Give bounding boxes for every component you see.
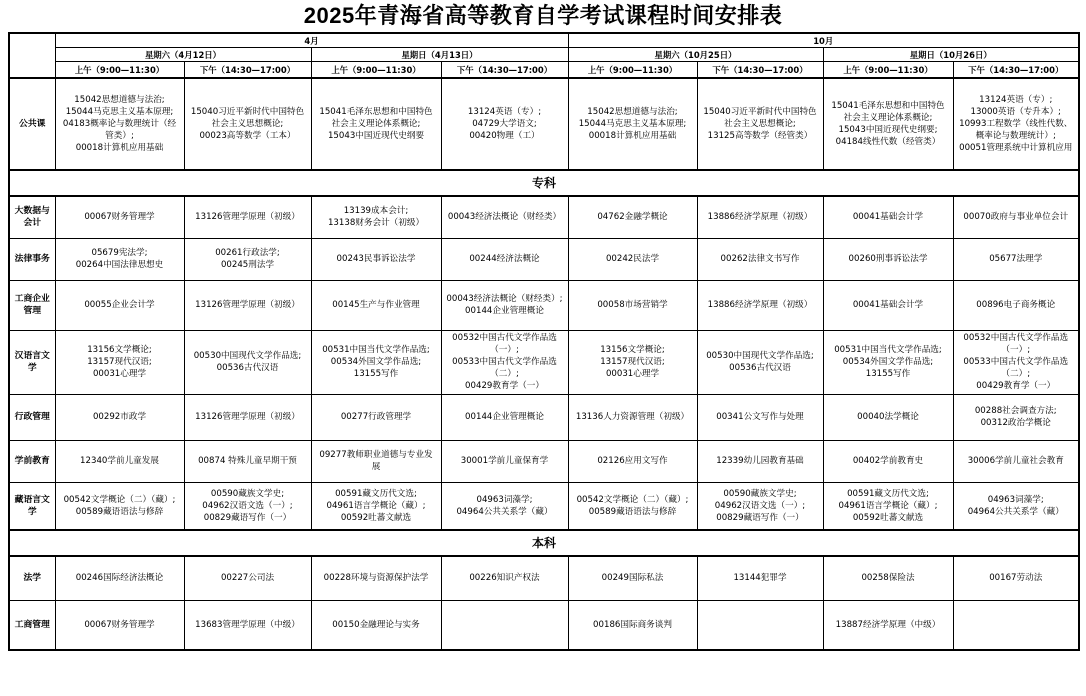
course-entry: 00420物理（工） — [469, 131, 540, 141]
course-entry: 00055企业会计学 — [84, 300, 155, 310]
course-entry: 05679宪法学; — [91, 248, 148, 258]
schedule-cell — [823, 78, 953, 170]
major-label — [9, 280, 55, 330]
schedule-cell — [568, 440, 697, 482]
course-entry: 00590藏族文学史; — [723, 488, 797, 499]
course-entry: 13126管理学原理（初级） — [195, 212, 300, 223]
schedule-cell — [697, 482, 823, 530]
course-entry: 大数据与 — [14, 206, 50, 217]
course-entry: 00242民法学 — [605, 254, 660, 264]
session-header: 下午（14:30—17:00） — [953, 62, 1079, 79]
course-entry: 00829藏语写作（一） — [716, 512, 804, 523]
session-header-row — [9, 62, 1079, 79]
course-entry: 00186国际商务谈判 — [593, 619, 672, 630]
course-entry: 12339幼儿园教育基础 — [716, 456, 804, 466]
course-entry: 13156文学概论; — [87, 345, 152, 355]
session-header: 上午（9:00—11:30） — [568, 62, 697, 79]
schedule-cell — [311, 556, 441, 600]
course-entry: 00067财务管理学 — [84, 212, 155, 223]
course-entry: 13144犯罪学 — [733, 573, 787, 584]
schedule-cell — [953, 394, 1079, 440]
schedule-cell — [441, 78, 568, 170]
schedule-cell — [184, 280, 311, 330]
major-label — [9, 556, 55, 600]
course-entry: 学 — [27, 506, 37, 517]
schedule-cell — [311, 482, 441, 530]
course-entry: （二）; — [1001, 369, 1031, 379]
major-row — [9, 330, 1079, 394]
course-entry: 13887经济学原理（中级） — [835, 619, 941, 630]
course-entry: 00226知识产权法 — [469, 573, 540, 584]
course-entry: 00533中国古代文学作品选 — [452, 357, 557, 367]
major-row — [9, 238, 1079, 280]
schedule-cell — [441, 196, 568, 238]
schedule-cell — [697, 196, 823, 238]
course-entry: 社会主义理论体系概论; — [843, 113, 933, 123]
schedule-cell — [441, 330, 568, 394]
schedule-cell — [184, 440, 311, 482]
course-entry: 00243民事诉讼法学 — [336, 254, 416, 264]
course-entry: 13126管理学原理（初级） — [195, 300, 300, 310]
course-entry: 00249国际私法 — [601, 573, 664, 584]
course-entry: 13155写作 — [865, 369, 911, 379]
course-entry: 15041毛泽东思想和中国特色 — [319, 107, 433, 117]
day-header: 星期日（4月13日） — [311, 48, 568, 62]
schedule-cell — [55, 196, 184, 238]
course-entry: 00245刑法学 — [220, 260, 275, 270]
course-entry: 管理 — [23, 306, 42, 316]
course-entry: 13157现代汉语; — [600, 357, 665, 367]
exam-schedule-table — [8, 32, 1080, 651]
schedule-cell — [953, 600, 1079, 650]
schedule-cell — [184, 330, 311, 394]
major-row — [9, 556, 1079, 600]
schedule-cell — [184, 600, 311, 650]
schedule-cell — [55, 238, 184, 280]
course-entry: 00534外国文学作品选; — [842, 357, 934, 367]
course-entry: 公共课 — [19, 119, 46, 129]
course-entry: 00040法学概论 — [857, 412, 919, 422]
course-entry: 00041基础会计学 — [852, 212, 924, 223]
course-entry: 00244经济法概论 — [469, 254, 540, 264]
schedule-cell — [823, 440, 953, 482]
course-entry: 法律事务 — [14, 254, 50, 264]
schedule-cell — [184, 238, 311, 280]
course-entry: 00429教育学（一） — [465, 381, 544, 391]
schedule-cell — [441, 556, 568, 600]
course-entry: 00896电子商务概论 — [976, 300, 1056, 310]
schedule-cell — [184, 482, 311, 530]
course-entry: 00591藏文历代文选; — [335, 488, 417, 499]
schedule-cell — [184, 196, 311, 238]
schedule-cell — [697, 440, 823, 482]
course-entry: 04962汉语文选（一）; — [714, 500, 806, 511]
course-entry: 13683管理学原理（中级） — [195, 619, 300, 630]
course-entry: 社会主义理论体系概论; — [331, 119, 421, 129]
course-entry: （一）; — [1001, 345, 1031, 355]
course-entry: 汉语言文 — [14, 351, 50, 361]
schedule-cell — [184, 556, 311, 600]
schedule-cell — [823, 330, 953, 394]
schedule-cell — [823, 556, 953, 600]
course-entry: 00288社会调查方法; — [974, 406, 1057, 416]
course-entry: 00874 特殊儿童早期干预 — [198, 456, 297, 466]
course-entry: 00590藏族文学史; — [210, 488, 285, 499]
schedule-cell — [55, 440, 184, 482]
course-entry: 00533中国古代文学作品选 — [963, 357, 1069, 367]
section-header-row — [9, 530, 1079, 556]
schedule-cell — [823, 280, 953, 330]
course-entry: 00144企业管理概论 — [465, 412, 544, 422]
course-entry: 工商管理 — [14, 619, 50, 630]
course-entry: 00167劳动法 — [989, 573, 1043, 584]
course-entry: 04963词藻学; — [476, 494, 533, 505]
schedule-cell — [55, 556, 184, 600]
major-label — [9, 78, 55, 170]
course-entry: 00144企业管理概论 — [465, 306, 544, 316]
schedule-cell — [697, 556, 823, 600]
course-entry: 00429教育学（一） — [976, 381, 1056, 391]
course-entry: 社会主义思想概论; — [724, 119, 796, 129]
course-entry: 04762金融学概论 — [597, 212, 668, 223]
schedule-cell — [568, 556, 697, 600]
course-entry: 00031心理学 — [605, 369, 660, 379]
course-entry: 00264中国法律思想史 — [75, 260, 164, 270]
course-entry: 管类）; — [105, 131, 134, 141]
schedule-cell — [953, 196, 1079, 238]
course-entry: 00829藏语写作（一） — [203, 512, 292, 523]
major-row — [9, 280, 1079, 330]
course-entry: 00530中国现代文学作品选; — [193, 351, 302, 361]
course-entry: 行政管理 — [14, 412, 50, 422]
major-label — [9, 440, 55, 482]
session-header: 上午（9:00—11:30） — [823, 62, 953, 79]
course-entry: 00043经济法概论（财经类）; — [446, 294, 563, 304]
course-entry: 00070政府与事业单位会计 — [963, 212, 1069, 223]
schedule-cell — [55, 482, 184, 530]
schedule-cell — [823, 238, 953, 280]
major-label — [9, 238, 55, 280]
course-entry: 00589藏语语法与修辞 — [588, 506, 677, 517]
schedule-cell — [568, 78, 697, 170]
schedule-cell — [823, 482, 953, 530]
course-entry: 00031心理学 — [92, 369, 147, 379]
session-header: 下午（14:30—17:00） — [184, 62, 311, 79]
course-entry: 13126管理学原理（初级） — [195, 412, 300, 422]
session-header: 下午（14:30—17:00） — [697, 62, 823, 79]
schedule-cell — [311, 330, 441, 394]
course-entry: 00532中国古代文学作品选 — [452, 333, 557, 343]
course-entry: 04962汉语文选（一）; — [202, 500, 293, 511]
course-entry: 00258保险法 — [861, 573, 915, 584]
course-entry: 13886经济学原理（初级） — [707, 212, 813, 223]
course-entry: 12340学前儿童发展 — [80, 456, 159, 466]
schedule-cell — [311, 238, 441, 280]
course-entry: 00260刑事诉讼法学 — [848, 254, 928, 264]
course-entry: 04964公共关系学（藏） — [456, 506, 553, 517]
schedule-cell — [568, 280, 697, 330]
course-entry: 13886经济学原理（初级） — [707, 300, 813, 310]
course-entry: 13156文学概论; — [600, 345, 665, 355]
course-entry: 00150金融理论与实务 — [332, 619, 420, 630]
course-entry: 00145生产与作业管理 — [332, 300, 420, 310]
course-entry: 00023高等数学（工本） — [199, 131, 296, 141]
section-header-row — [9, 170, 1079, 196]
major-label — [9, 394, 55, 440]
schedule-cell — [953, 280, 1079, 330]
course-entry: 04183概率论与数理统计（经 — [62, 119, 177, 129]
course-entry: 13155写作 — [353, 369, 399, 379]
course-entry: 00536古代汉语 — [729, 363, 791, 373]
course-entry: 04961语言学概论（藏）; — [838, 500, 938, 511]
schedule-cell — [55, 78, 184, 170]
schedule-cell — [184, 78, 311, 170]
section-title: 专科 — [9, 170, 1079, 196]
schedule-cell — [697, 238, 823, 280]
course-entry: 04184线性代数（经管类） — [835, 137, 941, 147]
schedule-cell — [441, 280, 568, 330]
page-title: 2025年青海省高等教育自学考试课程时间安排表 — [303, 3, 783, 28]
schedule-cell — [697, 600, 823, 650]
course-entry: 会计 — [23, 218, 42, 229]
course-entry: 05677法理学 — [989, 254, 1043, 264]
course-entry: 学前教育 — [14, 456, 50, 466]
course-entry: 00043经济法概论（财经类） — [447, 212, 562, 223]
schedule-cell — [441, 238, 568, 280]
schedule-cell — [953, 330, 1079, 394]
session-header: 上午（9:00—11:30） — [311, 62, 441, 79]
day-header: 星期日（10月26日） — [823, 48, 1079, 62]
schedule-cell — [697, 78, 823, 170]
course-entry: 15041毛泽东思想和中国特色 — [831, 101, 945, 111]
course-entry: 13124英语（专）; — [467, 107, 542, 117]
schedule-cell — [311, 78, 441, 170]
course-entry: 00018计算机应用基础 — [75, 143, 164, 153]
course-entry: 00261行政法学; — [215, 248, 280, 258]
major-label — [9, 600, 55, 650]
major-row — [9, 600, 1079, 650]
course-entry: 13136人力资源管理（初级） — [575, 412, 690, 422]
course-entry: 00531中国当代文学作品选; — [322, 345, 430, 355]
day-header: 星期六（4月12日） — [55, 48, 311, 62]
schedule-cell — [823, 600, 953, 650]
course-entry: 00589藏语语法与修辞 — [75, 506, 164, 517]
course-entry: 04961语言学概论（藏）; — [326, 500, 426, 511]
schedule-cell — [953, 238, 1079, 280]
month-header: 4月 — [55, 33, 568, 48]
course-entry: 00536古代汉语 — [216, 363, 279, 373]
schedule-cell — [953, 482, 1079, 530]
course-entry: 00228环境与资源保护法学 — [323, 573, 429, 584]
course-entry: 15044马克思主义基本原理; — [65, 107, 174, 117]
course-entry: 04729大学语文; — [472, 119, 537, 129]
major-label — [9, 482, 55, 530]
course-entry: 13139成本会计; — [343, 206, 409, 217]
course-entry: 00227公司法 — [220, 573, 275, 584]
course-entry: 15042思想道德与法治; — [587, 107, 678, 117]
schedule-cell — [311, 394, 441, 440]
course-entry: 15043中国近现代史纲要; — [838, 125, 938, 135]
course-entry: 30001学前儿童保育学 — [460, 456, 549, 466]
course-entry: 00530中国现代文学作品选; — [706, 351, 814, 361]
course-entry: 00542文学概论（二）（藏）; — [63, 494, 176, 505]
course-entry: 法学 — [23, 573, 42, 584]
major-label — [9, 196, 55, 238]
course-entry: 00246国际经济法概论 — [75, 573, 164, 584]
session-header: 上午（9:00—11:30） — [55, 62, 184, 79]
schedule-cell — [311, 440, 441, 482]
schedule-cell — [441, 600, 568, 650]
schedule-cell — [568, 196, 697, 238]
course-entry: 00341公文写作与处理 — [716, 412, 804, 422]
course-entry: 13124英语（专）; — [979, 95, 1053, 105]
course-entry: 00262法律文书写作 — [720, 254, 800, 264]
course-entry: 00402学前教育史 — [852, 456, 924, 466]
course-entry: 13138财务会计（初级） — [327, 218, 425, 229]
major-label — [9, 330, 55, 394]
course-entry: （二）; — [490, 369, 519, 379]
schedule-cell — [697, 330, 823, 394]
schedule-cell — [823, 394, 953, 440]
course-entry: 15043中国近现代史纲要 — [327, 131, 425, 141]
course-entry: 15044马克思主义基本原理; — [578, 119, 687, 129]
major-row — [9, 394, 1079, 440]
course-entry: 04964公共关系学（藏） — [967, 506, 1064, 517]
schedule-cell — [953, 556, 1079, 600]
schedule-cell — [568, 600, 697, 650]
course-entry: 00542文学概论（二）（藏）; — [576, 494, 689, 505]
schedule-cell — [311, 280, 441, 330]
major-row — [9, 196, 1079, 238]
day-header: 星期六（10月25日） — [568, 48, 823, 62]
schedule-cell — [55, 394, 184, 440]
schedule-cell — [568, 482, 697, 530]
course-entry: 00018计算机应用基础 — [588, 131, 677, 141]
course-entry: 00312政治学概论 — [980, 418, 1051, 428]
month-header: 10月 — [568, 33, 1079, 48]
schedule-cell — [568, 394, 697, 440]
course-entry: 00592吐蕃文献选 — [852, 512, 924, 523]
schedule-cell — [953, 440, 1079, 482]
course-entry: 00592吐蕃文献选 — [340, 512, 412, 523]
session-header: 下午（14:30—17:00） — [441, 62, 568, 79]
course-entry: 13125高等数学（经管类） — [707, 131, 813, 141]
course-entry: 30006学前儿童社会教育 — [967, 456, 1064, 466]
schedule-cell — [55, 600, 184, 650]
course-entry: 10993工程数学（线性代数、 — [959, 119, 1073, 129]
schedule-cell — [55, 280, 184, 330]
major-row — [9, 482, 1079, 530]
course-entry: 概率论与数理统计）; — [975, 131, 1056, 141]
major-row — [9, 440, 1079, 482]
schedule-cell — [568, 238, 697, 280]
course-entry: 00534外国文学作品选; — [330, 357, 422, 367]
course-entry: 15040习近平新时代中国特色 — [703, 107, 817, 117]
course-entry: 15042思想道德与法治; — [74, 95, 165, 105]
public-course-row — [9, 78, 1079, 170]
course-entry: 藏语言文 — [14, 494, 50, 505]
course-entry: （一）; — [490, 345, 519, 355]
schedule-cell — [823, 196, 953, 238]
schedule-cell — [184, 394, 311, 440]
schedule-cell — [441, 482, 568, 530]
course-entry: 00058市场营销学 — [597, 300, 668, 310]
course-entry: 02126应用文写作 — [597, 456, 668, 466]
course-entry: 13157现代汉语; — [87, 357, 152, 367]
schedule-cell — [311, 196, 441, 238]
course-entry: 15040习近平新时代中国特色 — [190, 107, 305, 117]
course-entry: 展 — [371, 462, 381, 472]
schedule-cell — [568, 330, 697, 394]
course-entry: 00051管理系统中计算机应用 — [959, 143, 1073, 153]
schedule-cell — [697, 280, 823, 330]
course-entry: 04963词藻学; — [987, 494, 1044, 505]
course-entry: 00531中国当代文学作品选; — [834, 345, 942, 355]
course-entry: 00277行政管理学 — [340, 412, 412, 422]
month-header-row — [9, 33, 1079, 48]
course-entry: 00532中国古代文学作品选 — [963, 333, 1069, 343]
day-header-row — [9, 48, 1079, 62]
course-entry: 学 — [27, 363, 37, 373]
course-entry: 09277教师职业道德与专业发 — [319, 450, 433, 460]
schedule-cell — [953, 78, 1079, 170]
course-entry: 工商企业 — [14, 294, 50, 304]
schedule-cell — [697, 394, 823, 440]
course-entry: 00067财务管理学 — [84, 619, 155, 630]
corner-cell — [9, 33, 55, 78]
course-entry: 社会主义思想概论; — [211, 119, 284, 129]
course-entry: 00041基础会计学 — [852, 300, 924, 310]
schedule-cell — [311, 600, 441, 650]
schedule-cell — [55, 330, 184, 394]
course-entry: 00292市政学 — [92, 412, 147, 422]
schedule-cell — [441, 440, 568, 482]
section-title: 本科 — [9, 530, 1079, 556]
course-entry: 13000英语（专升本）; — [970, 107, 1061, 117]
schedule-cell — [441, 394, 568, 440]
course-entry: 00591藏文历代文选; — [847, 488, 929, 499]
